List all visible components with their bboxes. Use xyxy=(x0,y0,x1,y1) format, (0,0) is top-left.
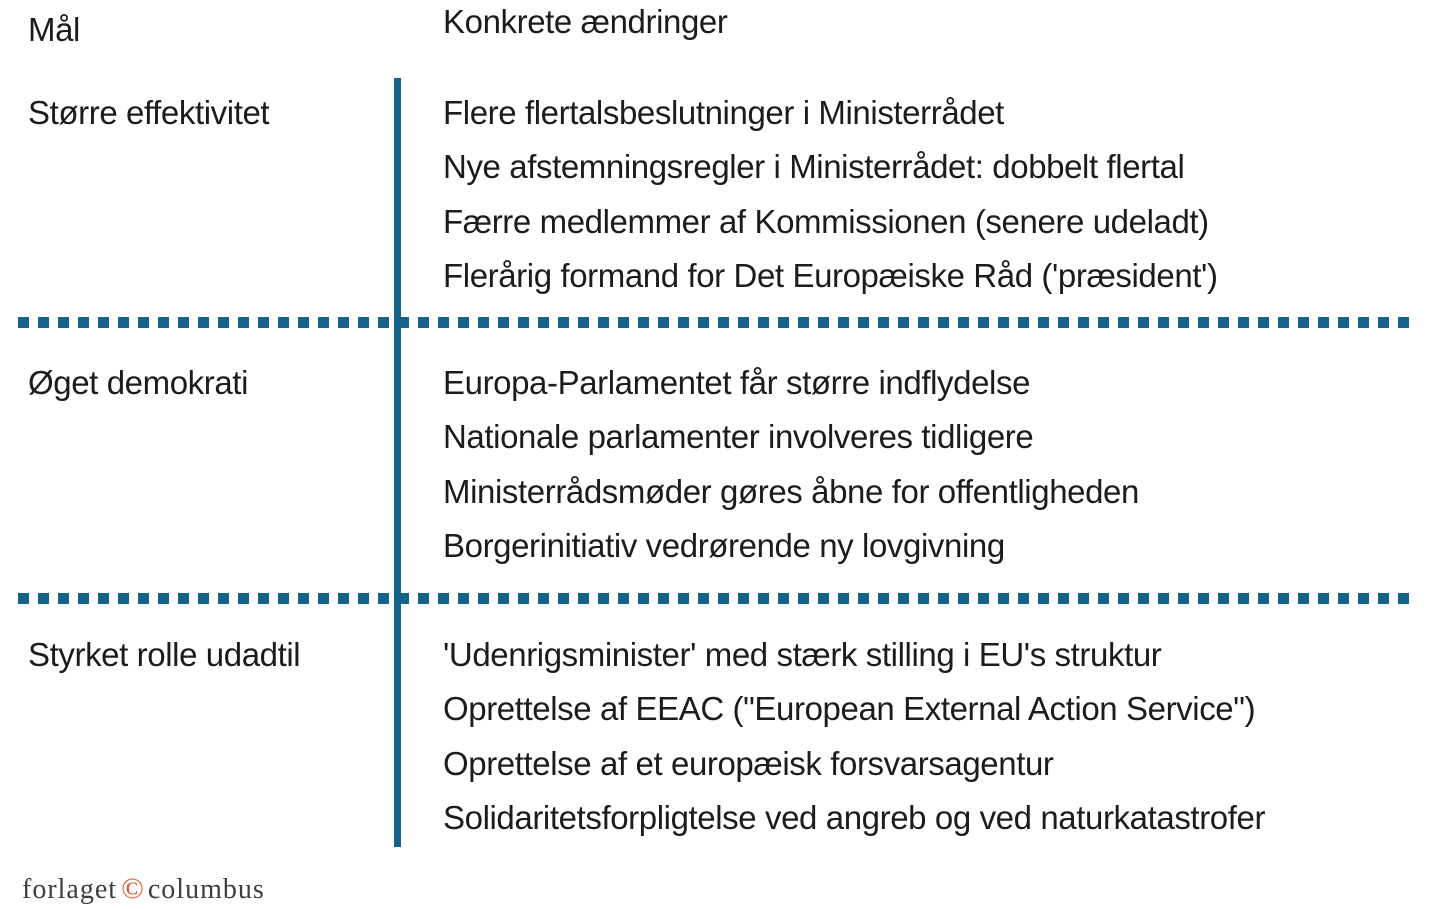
table-header xyxy=(0,3,1434,57)
change-item: Borgerinitiativ vedrørende ny lovgivning xyxy=(443,527,1005,565)
change-item: Ministerrådsmøder gøres åbne for offentligheden xyxy=(443,472,1139,510)
column-header-goal: Mål xyxy=(28,11,80,48)
dotted-row-separator xyxy=(18,317,1412,328)
copyright-icon: © xyxy=(121,872,144,905)
changes-list xyxy=(443,628,1265,846)
column-header-changes: Konkrete ændringer xyxy=(443,3,728,40)
goal-label: Større effektivitet xyxy=(28,94,270,131)
publisher-logo xyxy=(22,872,265,906)
changes-list xyxy=(443,356,1139,574)
goal-label: Øget demokrati xyxy=(28,364,249,401)
change-item: Oprettelse af et europæisk forsvarsagentur xyxy=(443,744,1054,782)
publisher-logo-suffix: columbus xyxy=(147,874,265,905)
change-item: Europa-Parlamentet får større indflydelse xyxy=(443,364,1031,401)
change-item: 'Udenrigsminister' med stærk stilling i EU's struktur xyxy=(443,636,1162,673)
changes-list xyxy=(443,86,1218,304)
change-item: Færre medlemmer af Kommissionen (senere udeladt) xyxy=(443,202,1209,240)
publisher-logo-prefix: forlaget xyxy=(22,874,118,905)
dotted-row-separator xyxy=(18,593,1412,604)
column-divider-line xyxy=(394,78,401,847)
change-item: Solidaritetsforpligtelse ved angreb og ved naturkatastrofer xyxy=(443,799,1266,837)
goal-label: Styrket rolle udadtil xyxy=(28,636,301,673)
change-item: Nye afstemningsregler i Ministerrådet: dobbelt flertal xyxy=(443,148,1185,186)
change-item: Flerårig formand for Det Europæiske Råd ('præsident') xyxy=(443,257,1218,295)
change-item: Oprettelse af EEAC ("European External Action Service") xyxy=(443,690,1256,728)
change-item: Flere flertalsbeslutninger i Ministerrådet xyxy=(443,94,1004,131)
change-item: Nationale parlamenter involveres tidligere xyxy=(443,418,1034,456)
